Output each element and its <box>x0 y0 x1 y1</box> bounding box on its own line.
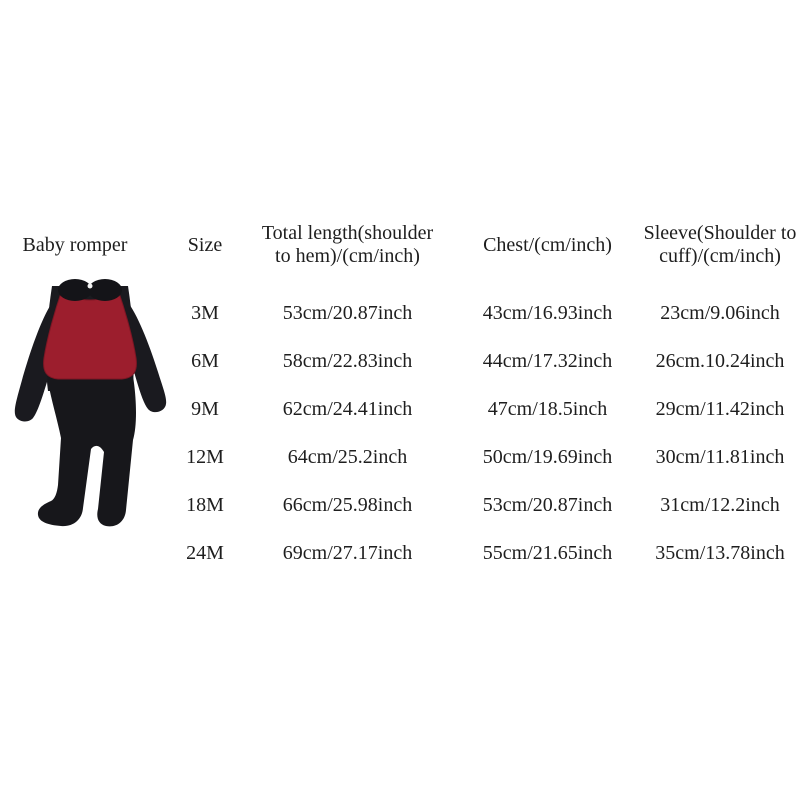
table-row-3m <box>170 289 800 337</box>
table-header-row <box>170 215 800 275</box>
cell-size: 3M <box>191 301 219 324</box>
cell-chest: 50cm/19.69inch <box>482 445 613 468</box>
cell-sleeve: 31cm/12.2inch <box>660 493 780 516</box>
table-row-18m <box>170 481 800 529</box>
cell-chest: 55cm/21.65inch <box>482 541 613 564</box>
cell-size: 6M <box>191 349 219 372</box>
cell-size: 12M <box>186 445 224 468</box>
table-row-9m <box>170 385 800 433</box>
product-title: Baby romper <box>22 233 128 256</box>
cell-size: 24M <box>186 541 224 564</box>
size-chart-table <box>170 215 800 577</box>
table-row-24m <box>170 529 800 577</box>
table-body <box>170 289 800 577</box>
cell-sleeve: 26cm.10.24inch <box>655 349 785 372</box>
cell-sleeve: 30cm/11.81inch <box>655 445 785 468</box>
romper-vest <box>44 290 137 379</box>
cell-total-length: 62cm/24.41inch <box>282 397 413 420</box>
table-row-6m <box>170 337 800 385</box>
table-row-12m <box>170 433 800 481</box>
product-photo <box>0 276 180 534</box>
cell-chest: 43cm/16.93inch <box>482 301 613 324</box>
cell-chest: 44cm/17.32inch <box>482 349 613 372</box>
header-total-length: Total length(shoulder to hem)/(cm/inch) <box>261 222 434 267</box>
cell-size: 9M <box>191 397 219 420</box>
cell-size: 18M <box>186 493 224 516</box>
romper-pants <box>38 376 136 526</box>
cell-total-length: 66cm/25.98inch <box>282 493 413 516</box>
cell-total-length: 53cm/20.87inch <box>282 301 413 324</box>
header-sleeve: Sleeve(Shoulder to cuff)/(cm/inch) <box>643 222 797 267</box>
header-size: Size <box>187 233 223 256</box>
header-chest: Chest/(cm/inch) <box>483 233 612 256</box>
cell-total-length: 69cm/27.17inch <box>282 541 413 564</box>
baby-romper-illustration <box>0 276 180 534</box>
collar-button <box>88 284 93 289</box>
cell-total-length: 58cm/22.83inch <box>282 349 413 372</box>
cell-sleeve: 23cm/9.06inch <box>660 301 780 324</box>
cell-chest: 53cm/20.87inch <box>482 493 613 516</box>
cell-total-length: 64cm/25.2inch <box>287 445 408 468</box>
cell-chest: 47cm/18.5inch <box>487 397 608 420</box>
cell-sleeve: 35cm/13.78inch <box>655 541 785 564</box>
cell-sleeve: 29cm/11.42inch <box>655 397 785 420</box>
